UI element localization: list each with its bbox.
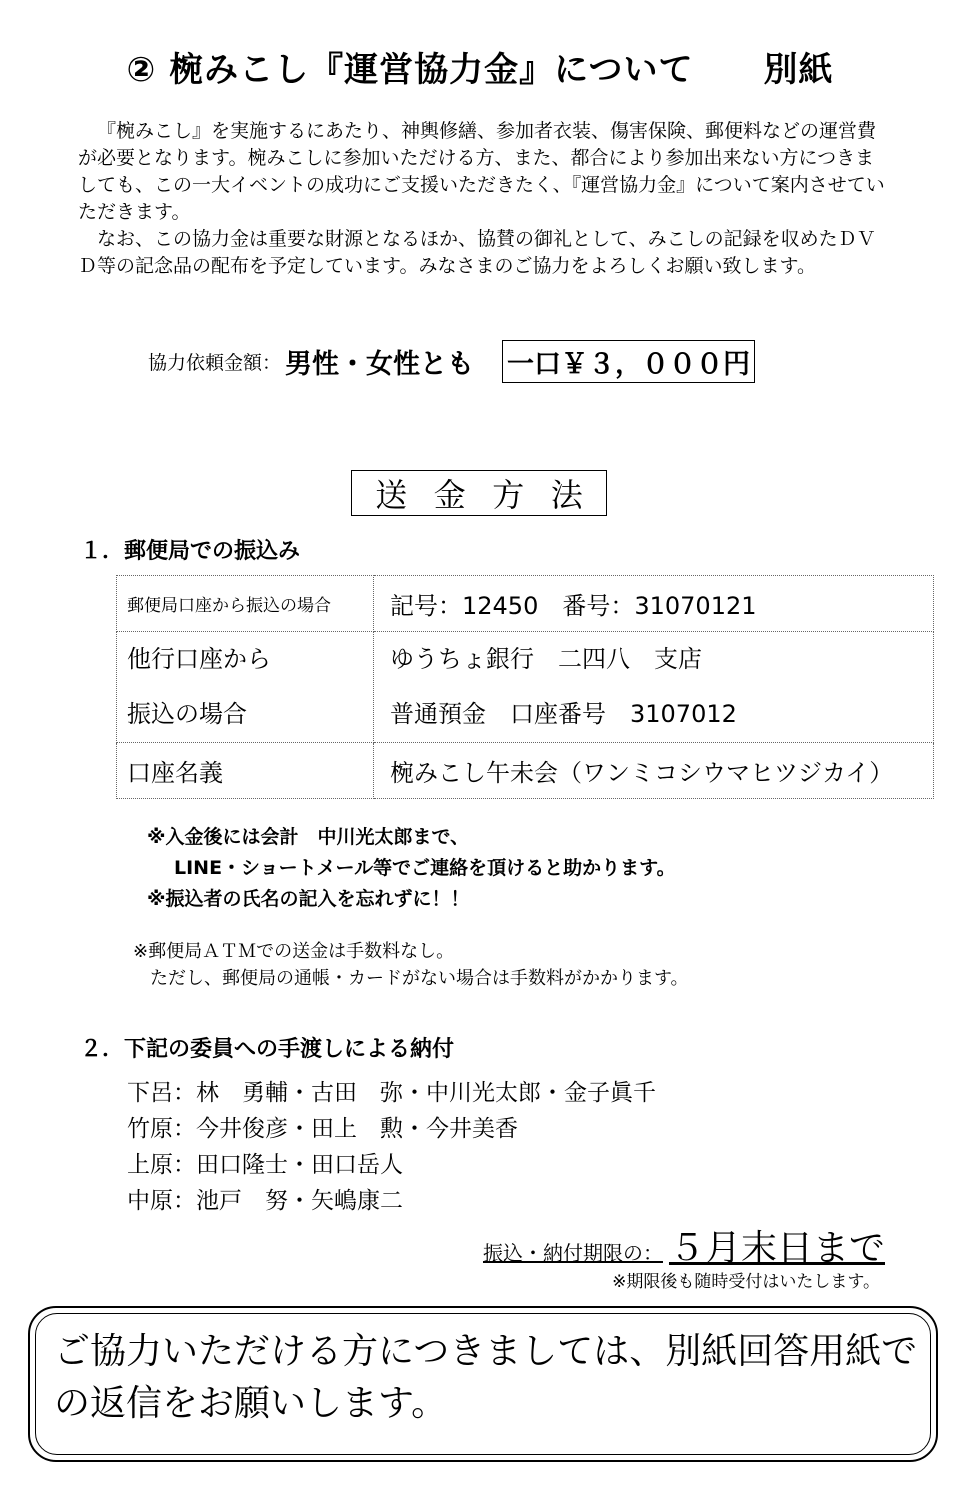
atm-notes <box>133 938 689 992</box>
closing-line: ご協力いただける方につきましては、別紙回答用紙で <box>54 1331 918 1372</box>
table-cell-label <box>117 632 374 743</box>
method-char: 方 <box>492 476 525 514</box>
list-item: 上原：田口隆士・田口岳人 <box>127 1152 403 1178</box>
closing-message <box>54 1326 924 1430</box>
method-heading-box <box>351 470 607 516</box>
table-row <box>117 743 934 799</box>
note-line: ※入金後には会計 中川光太郎まで、 <box>147 826 470 848</box>
table-cell-value <box>374 632 934 743</box>
title-main: ② 椀みこし『運営協力金』について <box>126 50 694 90</box>
deadline-label: 振込・納付期限の： <box>482 1241 663 1265</box>
deadline-note: ※期限後も随時受付はいたします。 <box>612 1272 880 1292</box>
table-row <box>117 632 934 743</box>
table-cell-label: 郵便局口座から振込の場合 <box>117 576 374 632</box>
method-char: 金 <box>433 476 466 514</box>
list-item: 竹原：今井俊彦・田上 勲・今井美香 <box>127 1116 518 1142</box>
table-row <box>117 576 934 632</box>
amount-target: 男性・女性とも <box>285 349 475 380</box>
label-line: 振込の場合 <box>127 700 247 728</box>
intro-para-1: 『椀みこし』を実施するにあたり、神輿修繕、参加者衣装、傷害保険、郵便料などの運営費が必要となります。椀みこしに参加いただける方、また、都合により参加出来ない方につきましても、この一大イベントの成功にご支援いただきたく、『運営協力金』について案内させていただきます。 <box>78 120 885 223</box>
table-cell-value: 椀みこし午未会（ワンミコシウマヒツジカイ） <box>374 743 934 799</box>
note-line: ※振込者の氏名の記入を忘れずに！！ <box>147 888 470 910</box>
value-line: ゆうちょ銀行 二四八 支店 <box>390 645 702 673</box>
label-line: 他行口座から <box>127 645 271 673</box>
list-item: 中原：池戸 努・矢嶋康二 <box>127 1188 403 1214</box>
amount-line <box>148 340 755 383</box>
closing-line: の返信をお願いします。 <box>54 1383 448 1424</box>
amount-value: 一口￥３，０００円 <box>502 340 755 383</box>
page-title <box>0 42 960 91</box>
deadline-value: ５月末日まで <box>668 1228 885 1269</box>
table-cell-value: 記号：12450 番号：31070121 <box>374 576 934 632</box>
payment-notes <box>147 822 676 915</box>
method-char: 法 <box>550 476 583 514</box>
intro-text <box>78 118 888 280</box>
note-line: ※郵便局ＡＴＭでの送金は手数料なし。 <box>133 941 455 962</box>
amount-label: 協力依頼金額： <box>148 352 282 374</box>
list-item: 下呂：林 勇輔・古田 弥・中川光太郎・金子眞千 <box>127 1080 656 1106</box>
value-line: 普通預金 口座番号 3107012 <box>390 700 737 728</box>
intro-para-2: なお、この協力金は重要な財源となるほか、協賛の御礼として、みこしの記録を収めたＤＶＤ等の記念品の配布を予定しています。みなさまのご協力をよろしくお願い致します。 <box>78 228 876 277</box>
deadline-line <box>0 1220 885 1271</box>
method-char: 送 <box>375 476 408 514</box>
section-1-heading: １．郵便局での振込み <box>80 539 301 564</box>
note-line: ただし、郵便局の通帳・カードがない場合は手数料がかかります。 <box>150 968 689 989</box>
section-2-heading: ２．下記の委員への手渡しによる納付 <box>80 1037 455 1062</box>
title-tag: 別紙 <box>763 50 834 90</box>
committee-members <box>127 1075 656 1219</box>
note-line: LINE・ショートメール等でご連絡を頂けると助かります。 <box>174 857 676 879</box>
table-cell-label: 口座名義 <box>117 743 374 799</box>
bank-info-table <box>116 575 934 799</box>
